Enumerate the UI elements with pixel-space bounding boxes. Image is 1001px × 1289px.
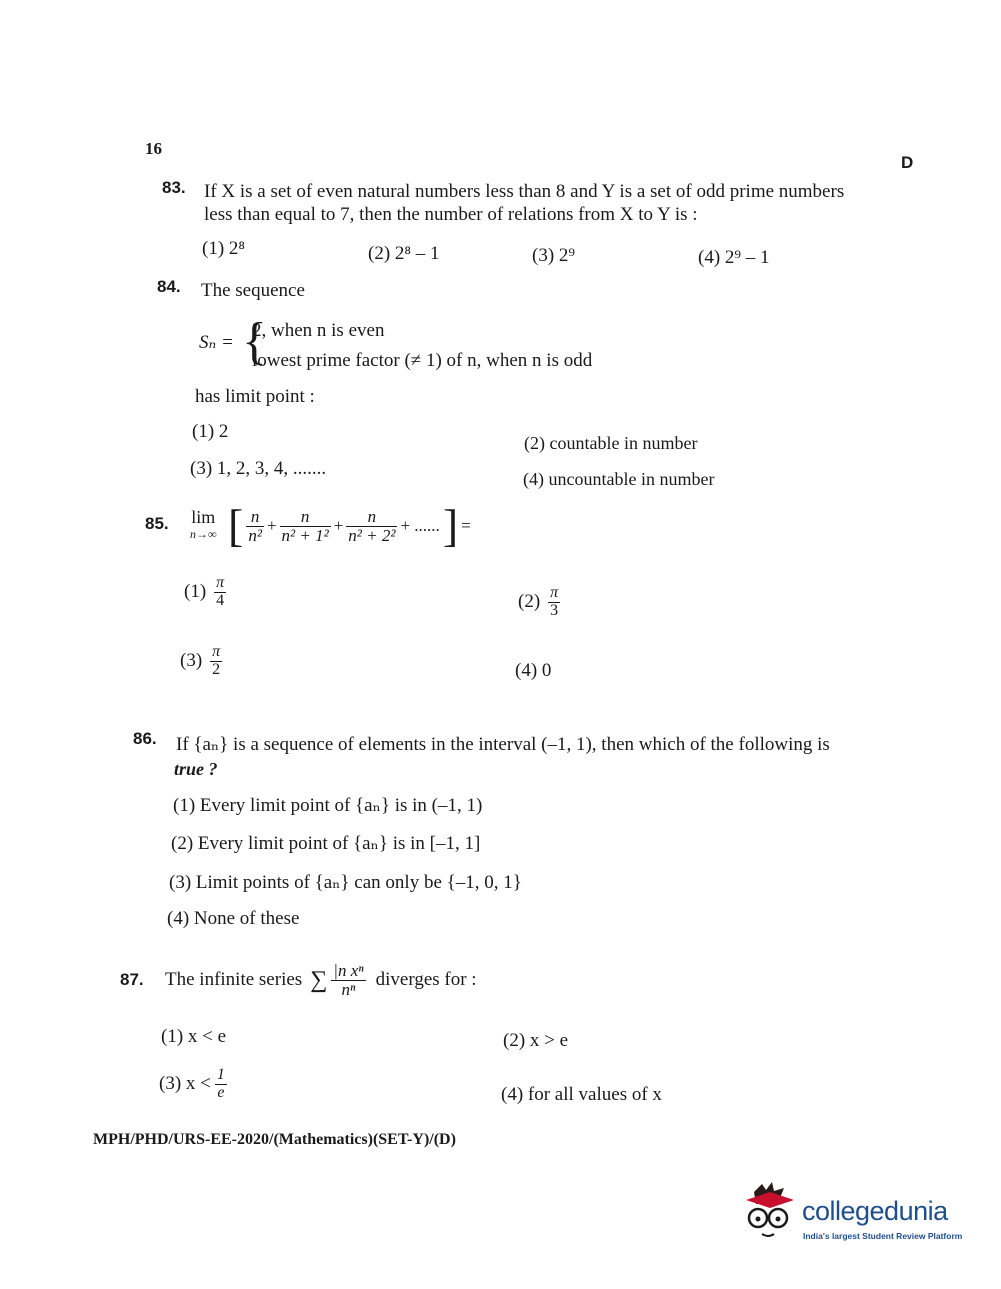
plus-2: +	[333, 516, 344, 535]
question-83-option-1: (1) 2⁸	[202, 238, 246, 259]
question-85-option-2: (2) $\frac{\pi}{3}$	[518, 584, 559, 619]
question-86-option-3: (3) Limit points of {aₙ} can only be {–1, 0, 1}	[169, 872, 522, 893]
curly-brace: {	[242, 313, 267, 370]
brand-tagline: India's largest Student Review Platform	[803, 1231, 963, 1241]
question-83-option-2: (2) 2⁸ – 1	[368, 243, 440, 264]
question-87-option-1: (1) x < e	[161, 1026, 227, 1047]
question-87-number: 87.	[120, 970, 144, 989]
set-label: D	[901, 153, 914, 172]
question-86-number: 86.	[133, 729, 157, 748]
question-87-stem	[165, 952, 477, 1008]
limit-expression	[190, 508, 217, 541]
term-1: $\frac{n}{\text{n²}}$	[248, 506, 262, 545]
question-86-option-4: (4) None of these	[167, 908, 300, 929]
question-86-option-2: (2) Every limit point of {aₙ} is in [–1, 1]	[171, 833, 481, 854]
page-number: 16	[145, 139, 162, 158]
question-84-option-2: (2) countable in number	[524, 433, 698, 453]
lim-subscript: n→∞	[190, 526, 217, 541]
question-87-option-2: (2) x > e	[503, 1030, 569, 1051]
term-3: $\frac{n}{\text{n² + 2²}}$	[348, 506, 396, 545]
question-84-option-1: (1) 2	[192, 421, 229, 442]
mascot-icon	[740, 1182, 798, 1242]
question-87-option-3: (3) x < $\frac{1}{e}$	[159, 1066, 225, 1101]
question-83-line1: If X is a set of even natural numbers less than 8 and Y is a set of odd prime numbers	[204, 181, 845, 202]
question-85-number: 85.	[145, 514, 169, 533]
question-86-line2: true ?	[174, 759, 218, 779]
question-87-intro: The infinite series	[165, 969, 303, 990]
right-bracket: ]	[442, 500, 459, 551]
question-84-option-3: (3) 1, 2, 3, 4, .......	[190, 458, 327, 479]
question-86-line1: If {aₙ} is a sequence of elements in the interval (–1, 1), then which of the following is	[176, 734, 830, 755]
question-84-has-limit: has limit point :	[195, 386, 315, 407]
question-84-case-1: 2, when n is even	[252, 320, 385, 341]
question-86-option-1: (1) Every limit point of {aₙ} is in (–1, 1)	[173, 795, 483, 816]
question-83-option-3: (3) 2⁹	[532, 245, 576, 266]
series-term: $\frac{\text{|n xⁿ}}{\text{nⁿ}}$	[333, 960, 364, 999]
question-84-sn: Sₙ =	[199, 332, 234, 353]
left-bracket: [	[228, 500, 244, 551]
question-85-option-4: (4) 0	[515, 660, 552, 681]
sigma-symbol: ∑	[310, 966, 328, 993]
footer-code: MPH/PHD/URS-EE-2020/(Mathematics)(SET-Y)/(D)	[93, 1131, 456, 1148]
series-expression	[228, 498, 471, 554]
equals-sign: =	[461, 516, 471, 535]
question-84-option-4: (4) uncountable in number	[523, 469, 715, 489]
plus-1: +	[266, 516, 277, 535]
lim-label: lim	[191, 507, 216, 527]
brand-name: collegedunia	[802, 1196, 948, 1226]
question-87-option-4: (4) for all values of x	[501, 1084, 662, 1105]
series-tail: + ......	[400, 516, 440, 535]
question-84-number: 84.	[157, 277, 181, 296]
question-84-case-2: lowest prime factor (≠ 1) of n, when n is odd	[252, 350, 593, 371]
collegedunia-watermark	[740, 1182, 970, 1252]
term-2: $\frac{n}{\text{n² + 1²}}$	[281, 506, 329, 545]
question-85-option-3: (3) $\frac{\pi}{2}$	[180, 643, 221, 678]
question-87-outro: diverges for :	[375, 969, 477, 990]
question-83-line2: less than equal to 7, then the number of relations from X to Y is :	[204, 204, 698, 225]
question-84-intro: The sequence	[201, 280, 305, 301]
question-85-option-1: (1) $\frac{\pi}{4}$	[184, 574, 225, 609]
question-83-option-4: (4) 2⁹ – 1	[698, 247, 770, 268]
question-83-number: 83.	[162, 178, 186, 197]
